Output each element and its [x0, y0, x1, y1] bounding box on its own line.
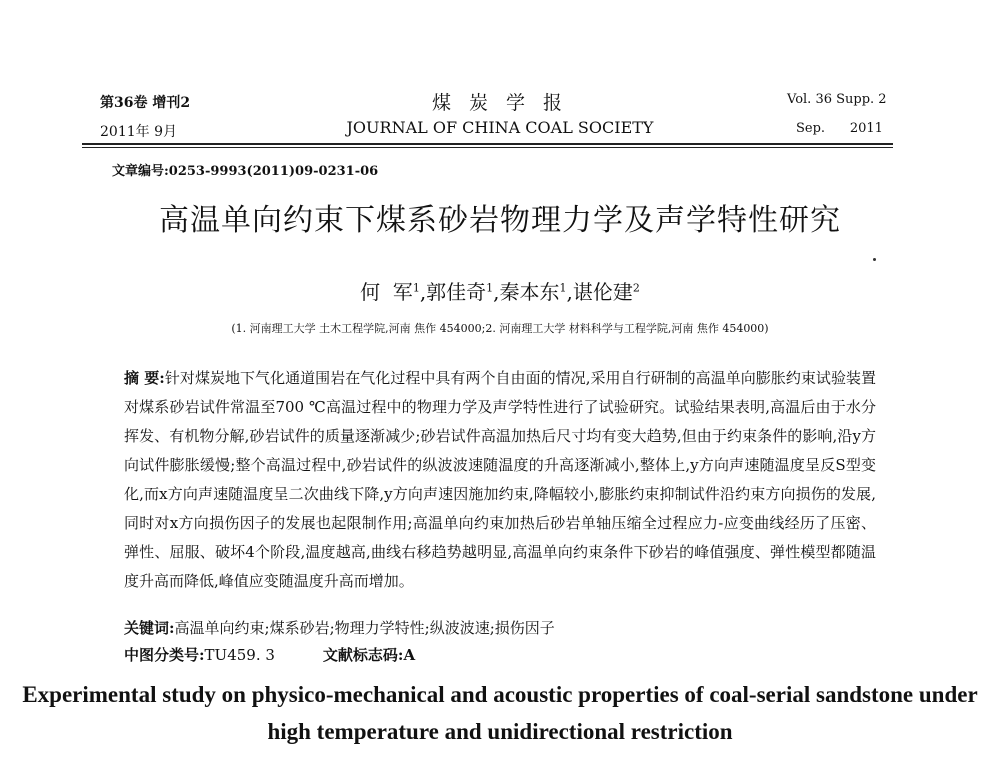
author-name: 郭佳奇 — [426, 280, 487, 304]
speck — [873, 258, 876, 261]
author-name: 秦本东 — [499, 280, 560, 304]
header-rule — [82, 143, 893, 145]
author-affiliation-mark: 1 — [559, 281, 567, 295]
author-name: 何 军 — [360, 280, 413, 304]
abstract — [124, 364, 876, 596]
header-rule-thin — [82, 147, 893, 148]
author-affiliation-mark: 2 — [632, 281, 640, 295]
keywords — [124, 617, 555, 638]
paper-title: 高温单向约束下煤系砂岩物理力学及声学特性研究 — [159, 203, 841, 238]
doc-code-label: 文献标志码: — [322, 646, 404, 664]
volume-issue-cn: 第36卷 增刊2 — [100, 95, 191, 111]
clc-label: 中图分类号: — [124, 646, 205, 664]
paper-title-en: Experimental study on physico-mechanical and acoustic properties of coal-serial sandstone under high temperature and unidirectional restriction — [22, 682, 978, 744]
classification — [124, 644, 415, 665]
date-en: Sep. 2011 — [796, 121, 883, 136]
author-affiliation-mark: 1 — [486, 281, 494, 295]
volume-issue-en: Vol. 36 Supp. 2 — [787, 92, 887, 107]
abstract-text: 针对煤炭地下气化通道围岩在气化过程中具有两个自由面的情况,采用自行研制的高温单向膨胀约束试验装置对煤系砂岩试件常温至700 ℃高温过程中的物理力学及声学特性进行了试验研究。试验结果表明,高温后由于水分挥发、有机物分解,砂岩试件的质量逐渐减少;砂岩试件高温加热后尺寸均有变大趋势,但由于约束条件的影响,沿y方向试件膨胀缓慢;整个高温过程中,砂岩试件的纵波波速随温度的升高逐渐减小,整体上,y方向声速随温度呈反S型变化,而x方向声速随温度呈二次曲线下降,y方向声速因施加约束,降幅较小,膨胀约束抑制试件沿约束方向损伤的发展,同时对x方向损伤因子的发展也起限制作用;高温单向约束加热后砂岩单轴压缩全过程应力-应变曲线经历了压密、弹性、屈服、破坏4个阶段,温度越高,曲线右移趋势越明显,高温单向约束条件下砂岩的峰值强度、弹性模型都随温度升高而降低,峰值应变随温度升高而增加。 — [124, 369, 877, 590]
date-cn: 2011年 9月 — [100, 124, 177, 140]
journal-name-en: JOURNAL OF CHINA COAL SOCIETY — [346, 118, 654, 137]
author-list: 何 军$^1$,郭佳奇$^1$,秦本东$^1$,谌伦建$^2$ — [360, 280, 640, 304]
doc-code-value: A — [403, 646, 416, 664]
abstract-label: 摘 要: — [124, 369, 165, 387]
author-affiliation-mark: 1 — [412, 281, 420, 295]
keywords-label: 关键词: — [124, 619, 175, 637]
keywords-text: 高温单向约束;煤系砂岩;物理力学特性;纵波波速;损伤因子 — [174, 619, 555, 637]
article-id: 文章编号:0253-9993(2011)09-0231-06 — [112, 164, 379, 179]
affiliations: (1. 河南理工大学 土木工程学院,河南 焦作 454000;2. 河南理工大学 材料科学与工程学院,河南 焦作 454000) — [231, 322, 769, 335]
journal-name-cn: 煤 炭 学 报 — [431, 92, 569, 114]
clc-value: TU459. 3 — [204, 646, 275, 664]
author-name: 谌伦建 — [572, 280, 633, 304]
